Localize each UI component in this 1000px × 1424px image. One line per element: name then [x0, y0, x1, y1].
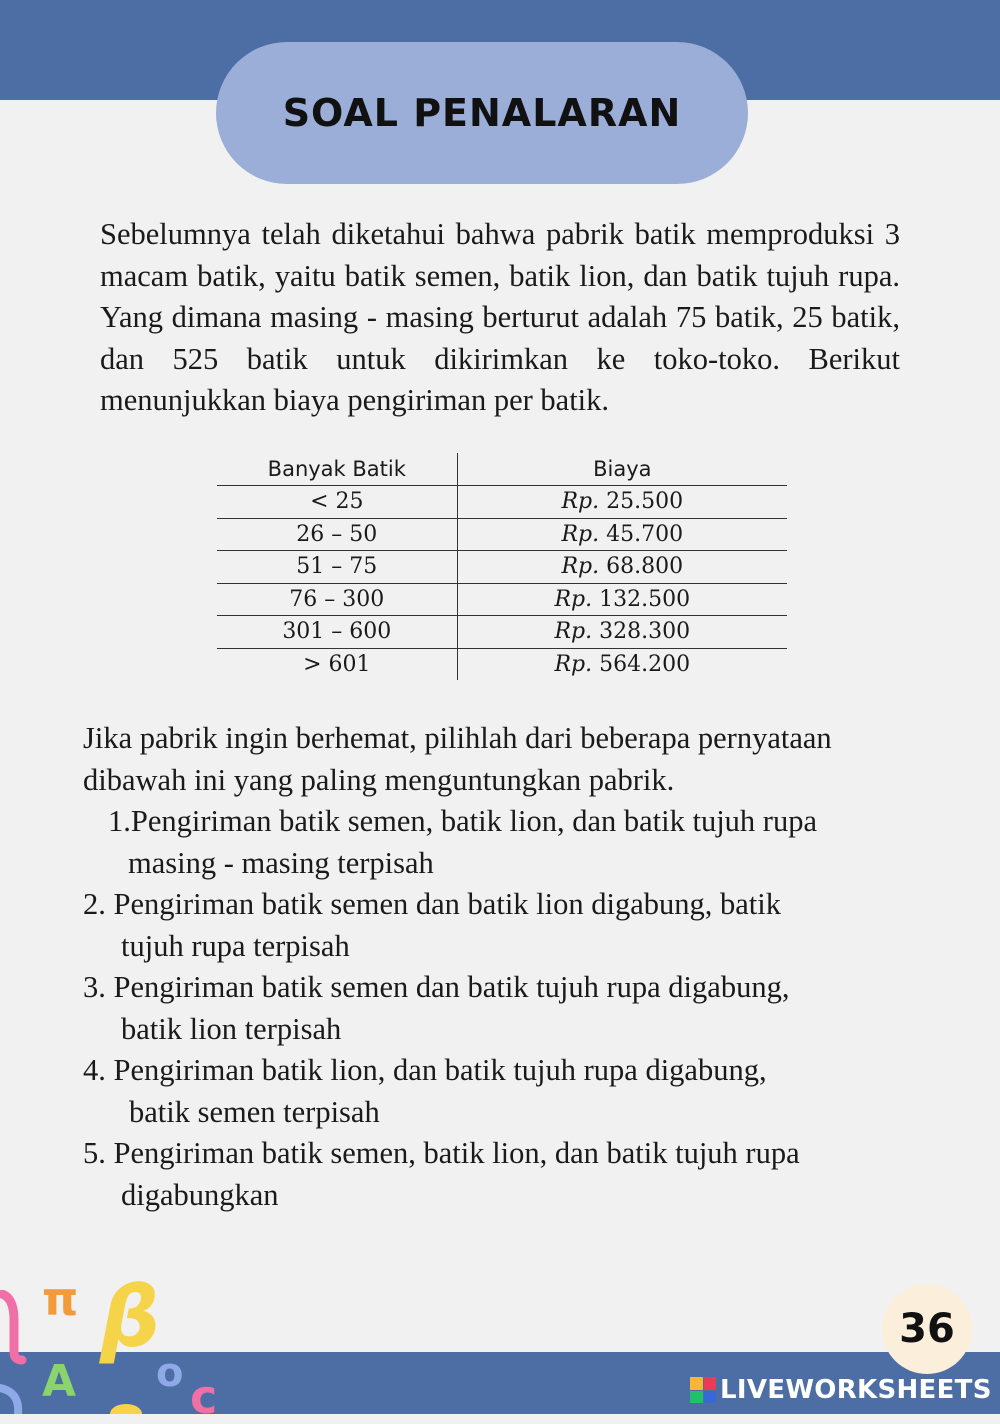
price-value: 45.700 — [606, 521, 684, 547]
option-4 — [83, 1050, 913, 1133]
price-cell — [457, 486, 787, 519]
range-cell: 51 – 75 — [217, 551, 457, 584]
option-number: 1. — [108, 804, 131, 838]
brand-text: LIVEWORKSHEETS — [720, 1375, 992, 1405]
price-prefix: Rp. — [561, 554, 600, 580]
option-line1: Pengiriman batik semen dan batik lion digabung, batik — [105, 887, 781, 921]
header-biaya: Biaya — [457, 453, 787, 486]
price-cell — [457, 551, 787, 584]
price-prefix: Rp. — [554, 586, 593, 612]
decorative-dot-icon — [108, 1398, 144, 1414]
decorative-lambda-icon — [0, 1290, 30, 1365]
header-banyak-batik: Banyak Batik — [217, 453, 457, 486]
price-cell — [457, 616, 787, 649]
option-line2: batik semen terpisah — [129, 1094, 380, 1129]
table-row — [217, 583, 787, 616]
range-cell: 26 – 50 — [217, 518, 457, 551]
range-cell: < 25 — [217, 486, 457, 519]
option-number: 3. — [83, 970, 106, 1004]
decorative-beta-icon: β — [100, 1268, 161, 1366]
price-cell — [457, 518, 787, 551]
range-cell: 76 – 300 — [217, 583, 457, 616]
option-1 — [83, 801, 913, 884]
option-number: 4. — [83, 1053, 106, 1087]
liveworksheets-brand — [690, 1372, 992, 1408]
intro-paragraph: Sebelumnya telah diketahui bahwa pabrik batik memproduksi 3 macam batik, yaitu batik semen, batik lion, dan batik tujuh rupa. Yang dimana masing - masing berturut adalah 75 batik, 25 batik, dan 525 batik untuk dikirimkan ke toko-toko. Berikut menunjukkan biaya pengiriman per batik. — [100, 217, 900, 417]
option-5 — [83, 1133, 913, 1216]
price-prefix: Rp. — [554, 651, 593, 677]
price-cell — [457, 583, 787, 616]
option-2 — [83, 884, 913, 967]
option-number: 2. — [83, 887, 106, 921]
option-line1: Pengiriman batik semen, batik lion, dan batik tujuh rupa — [105, 1136, 800, 1170]
decorative-c-icon: c — [190, 1370, 218, 1424]
page-number-badge — [882, 1284, 972, 1374]
option-line1: Pengiriman batik lion, dan batik tujuh rupa digabung, — [105, 1053, 767, 1087]
option-number: 5. — [83, 1136, 106, 1170]
price-prefix: Rp. — [561, 489, 600, 515]
page-title: SOAL PENALARAN — [282, 91, 682, 135]
price-value: 132.500 — [599, 586, 691, 612]
decorative-o-icon: o — [156, 1350, 184, 1396]
price-cell — [457, 648, 787, 680]
options-list — [83, 801, 913, 1216]
option-3 — [83, 967, 913, 1050]
table-row — [217, 551, 787, 584]
price-value: 328.300 — [599, 619, 691, 645]
option-line2: masing - masing terpisah — [128, 845, 434, 880]
option-line1: Pengiriman batik semen dan batik tujuh rupa digabung, — [105, 970, 790, 1004]
price-value: 564.200 — [599, 651, 691, 677]
price-value: 25.500 — [606, 489, 684, 515]
table-row — [217, 648, 787, 680]
range-cell: 301 – 600 — [217, 616, 457, 649]
option-line2: batik lion terpisah — [121, 1011, 342, 1046]
page-number: 36 — [899, 1306, 955, 1352]
question-text: Jika pabrik ingin berhemat, pilihlah dari beberapa pernyataan dibawah ini yang paling menguntungkan pabrik. — [83, 721, 832, 797]
option-line2: digabungkan — [121, 1177, 279, 1212]
table-row — [217, 518, 787, 551]
liveworksheets-logo-icon — [690, 1377, 716, 1403]
shipping-cost-table — [217, 453, 787, 680]
title-pill — [216, 42, 748, 184]
price-prefix: Rp. — [554, 619, 593, 645]
option-line1: Pengiriman batik semen, batik lion, dan batik tujuh rupa — [130, 804, 817, 838]
decorative-a-icon: A — [42, 1356, 77, 1407]
option-line2: tujuh rupa terpisah — [121, 928, 350, 963]
table-row — [217, 486, 787, 519]
decorative-pi-icon: π — [42, 1272, 79, 1326]
decorative-blob-icon — [0, 1380, 40, 1414]
table-row — [217, 616, 787, 649]
price-value: 68.800 — [606, 554, 684, 580]
price-prefix: Rp. — [561, 521, 600, 547]
range-cell: > 601 — [217, 648, 457, 680]
